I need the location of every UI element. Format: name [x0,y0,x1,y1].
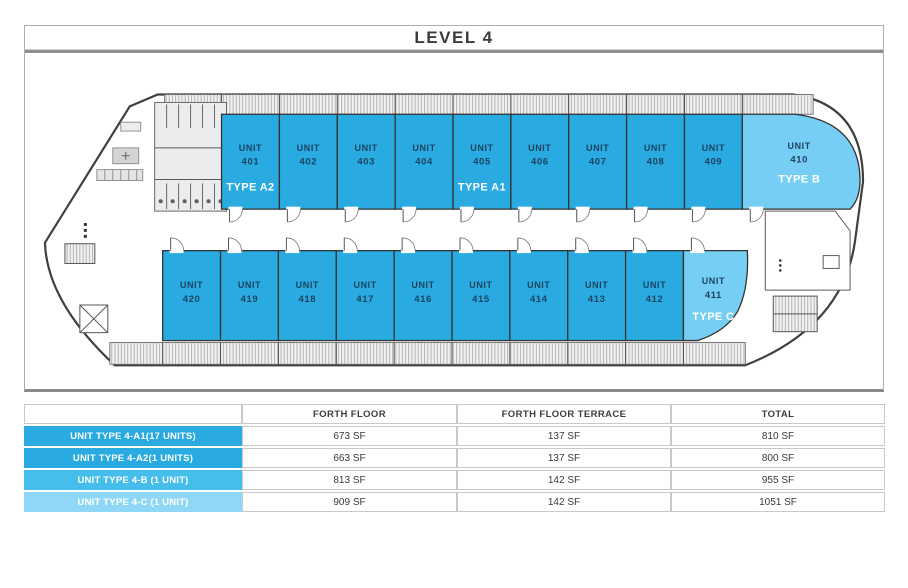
unit-405 [453,114,511,222]
area-cell: 137 SF [457,448,671,468]
unit-label: TYPE B [778,173,821,186]
table-row [24,470,885,490]
header-forth-floor-terrace: FORTH FLOOR TERRACE [457,404,671,424]
unit-label: TYPE A1 [457,181,506,194]
header-forth-floor: FORTH FLOOR [242,404,457,424]
unit-type-label: UNIT TYPE 4-C (1 UNIT) [24,492,242,512]
level-title: LEVEL 4 [25,26,883,50]
unit-type-label: UNIT TYPE 4-B (1 UNIT) [24,470,242,490]
unit-label: UNIT [179,280,204,291]
area-cell: 663 SF [242,448,457,468]
unit-label: 417 [356,293,375,305]
unit-label: TYPE C [692,310,735,323]
terrace-lower [110,343,746,365]
unit-label: 407 [588,155,607,167]
unit-label: 405 [473,155,491,167]
core-left [155,102,227,211]
unit-403 [337,114,395,222]
unit-label: 415 [472,293,490,305]
area-cell: 1051 SF [671,492,885,512]
unit-label: UNIT [586,142,610,153]
header-blank [24,404,242,424]
unit-418 [278,238,336,341]
unit-label: UNIT [238,142,263,153]
unit-label: UNIT [412,142,436,153]
unit-label: 406 [531,155,549,167]
area-cell: 955 SF [671,470,885,490]
unit-label: 401 [241,155,260,167]
area-cell: 142 SF [457,470,671,490]
floorplan-panel [24,25,884,392]
unit-408 [627,114,685,222]
unit-label: 416 [414,293,432,305]
table-header-row [24,404,885,424]
unit-label: 403 [357,155,376,167]
unit-402 [279,114,337,222]
unit-label: UNIT [787,140,811,151]
table-row [24,426,885,446]
unit-label: TYPE A2 [226,181,275,194]
unit-label: UNIT [353,280,377,291]
unit-label: UNIT [701,142,726,153]
unit-label: UNIT [295,280,319,291]
area-cell: 142 SF [457,492,671,512]
unit-419 [221,238,279,341]
unit-409 [684,114,742,222]
unit-404 [395,114,453,222]
core-right [765,211,850,290]
unit-label: 408 [646,155,665,167]
unit-area-table [24,402,885,514]
header-total: TOTAL [671,404,885,424]
unit-417 [336,238,394,341]
unit-label: 414 [530,293,548,305]
unit-label: UNIT [296,142,320,153]
unit-type-label: UNIT TYPE 4-A1(17 UNITS) [24,426,242,446]
area-cell: 673 SF [242,426,457,446]
area-cell: 909 SF [242,492,457,512]
unit-label: 419 [240,293,259,305]
area-cell: 813 SF [242,470,457,490]
unit-label: 409 [704,155,723,167]
unit-label: UNIT [642,280,667,291]
unit-label: UNIT [237,280,262,291]
area-cell: 810 SF [671,426,885,446]
unit-420 [163,238,221,341]
area-cell: 137 SF [457,426,671,446]
unit-label: 411 [704,289,722,301]
unit-413 [568,238,626,341]
unit-407 [569,114,627,222]
unit-label: UNIT [411,280,435,291]
unit-414 [510,238,568,341]
stairs-right-icon [773,296,817,332]
unit-label: UNIT [585,280,609,291]
unit-label: UNIT [527,280,551,291]
unit-label: UNIT [354,142,378,153]
unit-label: UNIT [701,276,726,287]
unit-label: 420 [182,293,201,305]
unit-label: 404 [415,155,433,167]
terrace-upper [165,95,813,115]
table-row [24,492,885,512]
unit-type-label: UNIT TYPE 4-A2(1 UNITS) [24,448,242,468]
unit-406 [511,114,569,222]
unit-label: 412 [645,293,664,305]
stairs-left-icon [65,244,95,264]
unit-label: UNIT [469,280,493,291]
elevator-icon [80,305,108,333]
floorplan [25,53,883,389]
unit-415 [452,238,510,341]
table-row [24,448,885,468]
unit-label: 418 [298,293,317,305]
unit-label: UNIT [470,142,494,153]
unit-412 [626,238,684,341]
unit-label: 402 [299,155,318,167]
unit-label: UNIT [643,142,668,153]
unit-label: 410 [790,153,808,165]
unit-416 [394,238,452,341]
unit-label: UNIT [528,142,552,153]
area-cell: 800 SF [671,448,885,468]
unit-401 [222,114,280,222]
unit-label: 413 [587,293,606,305]
